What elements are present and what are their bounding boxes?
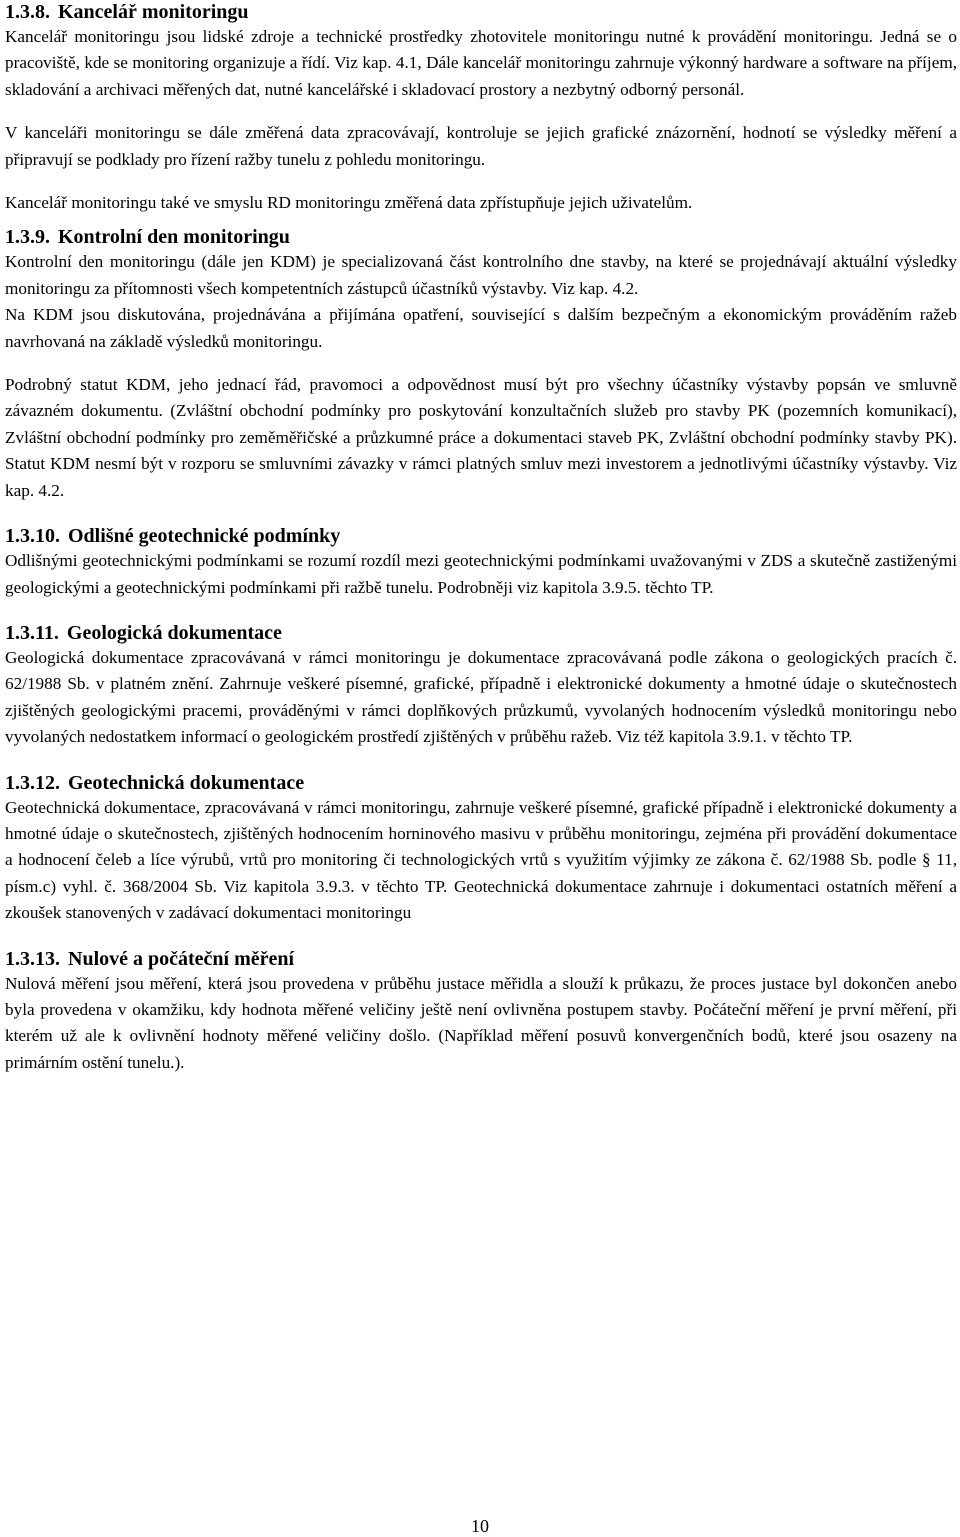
paragraph: Nulová měření jsou měření, která jsou provedena v průběhu justace měřidla a slouží k průkazu, že proces justace byl dokončen anebo byla provedena v okamžiku, kdy hodnota měřené veličiny ještě není ovlivněna postupem stavby. Počáteční měření je první měření, při kterém už ale k ovlivnění hodnoty měřené veličiny došlo. (Například měření posuvů konvergenčních bodů, které jsou osazeny na primárním ostění tunelu.). (5, 973, 957, 1072)
section-heading-1-3-8 (5, 0, 957, 24)
section-heading-1-3-10 (5, 524, 957, 548)
page-number: 10 (471, 1516, 489, 1536)
section-number: 1.3.11. (5, 621, 59, 644)
section-title: Nulové a počáteční měření (68, 947, 295, 970)
paragraph: Geologická dokumentace zpracovávaná v rámci monitoringu je dokumentace zpracovávaná podle zákona o geologických pracích č. 62/1988 Sb. v platném znění. Zahrnuje veškeré písemné, grafické, případně i elektronické dokumenty a hmotné údaje o skutečnostech zjištěných geologickými pracemi, prováděnými v rámci doplňkových průzkumů, vyvolaných hodnocením výsledků monitoringu nebo vyvolaných nedostatkem informací o geologickém prostředí zjištěných v průběhu ražeb. Viz též kapitola 3.9.1. v těchto TP. (5, 647, 957, 747)
paragraph: Odlišnými geotechnickými podmínkami se rozumí rozdíl mezi geotechnickými podmínkami uvažovanými v ZDS a skutečně zastiženými geologickými a geotechnickými podmínkami při ražbě tunelu. Podrobněji viz kapitola 3.9.5. těchto TP. (5, 551, 957, 597)
section-heading-1-3-13 (5, 947, 957, 971)
section-title: Geotechnická dokumentace (68, 771, 305, 794)
section-title: Odlišné geotechnické podmínky (68, 525, 341, 548)
section-heading-1-3-11 (5, 621, 957, 645)
section-number: 1.3.10. (5, 525, 60, 548)
paragraph: V kanceláři monitoringu se dále změřená data zpracovávají, kontroluje se jejich grafické znázornění, hodnotí se výsledky měření a připravují se podklady pro řízení ražby tunelu z pohledu monitoringu. (5, 123, 957, 169)
section-number: 1.3.13. (5, 947, 60, 970)
paragraph: Geotechnická dokumentace, zpracovávaná v rámci monitoringu, zahrnuje veškeré písemné, grafické případně i elektronické dokumenty a hmotné údaje o skutečnostech, zjištěných hodnocením horninového masivu v průběhu monitoringu, zejména při provádění dokumentace a hodnocení čeleb a líce výrubů, vrtů pro monitoring či technologických vrtů s využitím výjimky ze zákona č. 62/1988 Sb. podle § 11, písm.c) vyhl. č. 368/2004 Sb. Viz kapitola 3.9.3. v těchto TP. Geotechnická dokumentace zahrnuje i dokumentaci ostatních měření a zkoušek stanovených v zadávací dokumentaci monitoringu (5, 797, 957, 923)
paragraph: Kontrolní den monitoringu (dále jen KDM) je specializovaná část kontrolního dne stavby, na které se projednávají aktuální výsledky monitoringu za přítomnosti všech kompetentních zástupců účastníků výstavby. Viz kap. 4.2. (5, 252, 957, 298)
paragraph: Na KDM jsou diskutována, projednávána a přijímána opatření, související s dalším bezpečným a ekonomickým prováděním ražeb navrhovaná na základě výsledků monitoringu. (5, 305, 957, 351)
paragraph: Kancelář monitoringu také ve smyslu RD monitoringu změřená data zpřístupňuje jejich uživatelům. (5, 193, 693, 213)
section-number: 1.3.9. (5, 226, 50, 249)
section-title: Kontrolní den monitoringu (58, 226, 290, 249)
section-title: Kancelář monitoringu (58, 1, 249, 23)
document-page (5, 0, 957, 1076)
section-heading-1-3-12 (5, 771, 957, 795)
section-number: 1.3.12. (5, 771, 60, 794)
paragraph: Podrobný statut KDM, jeho jednací řád, pravomoci a odpovědnost musí být pro všechny účastníky výstavby popsán ve smluvně závazném dokumentu. (Zvláštní obchodní podmínky pro poskytování konzultačních služeb pro stavby PK (pozemních komunikací), Zvláštní obchodní podmínky pro zeměměřičské a průzkumné práce a dokumentaci staveb PK, Zvláštní obchodní podmínky stavby PK). Statut KDM nesmí být v rozporu se smluvními závazky v rámci platných smluv mezi investorem a jednotlivými účastníky výstavby. Viz kap. 4.2. (5, 375, 957, 500)
section-number: 1.3.8. (5, 1, 50, 23)
section-heading-1-3-9 (5, 225, 957, 249)
paragraph: Kancelář monitoringu jsou lidské zdroje a technické prostředky zhotovitele monitoringu nutné k provádění monitoringu. Jedná se o pracoviště, kde se monitoring organizuje a řídí. Viz kap. 4.1, Dále kancelář monitoringu zahrnuje výkonný hardware a software na příjem, skladování a archivaci měřených dat, nutné kancelářské i skladovací prostory a nezbytný odborný personál. (5, 27, 957, 99)
section-title: Geologická dokumentace (66, 621, 282, 644)
